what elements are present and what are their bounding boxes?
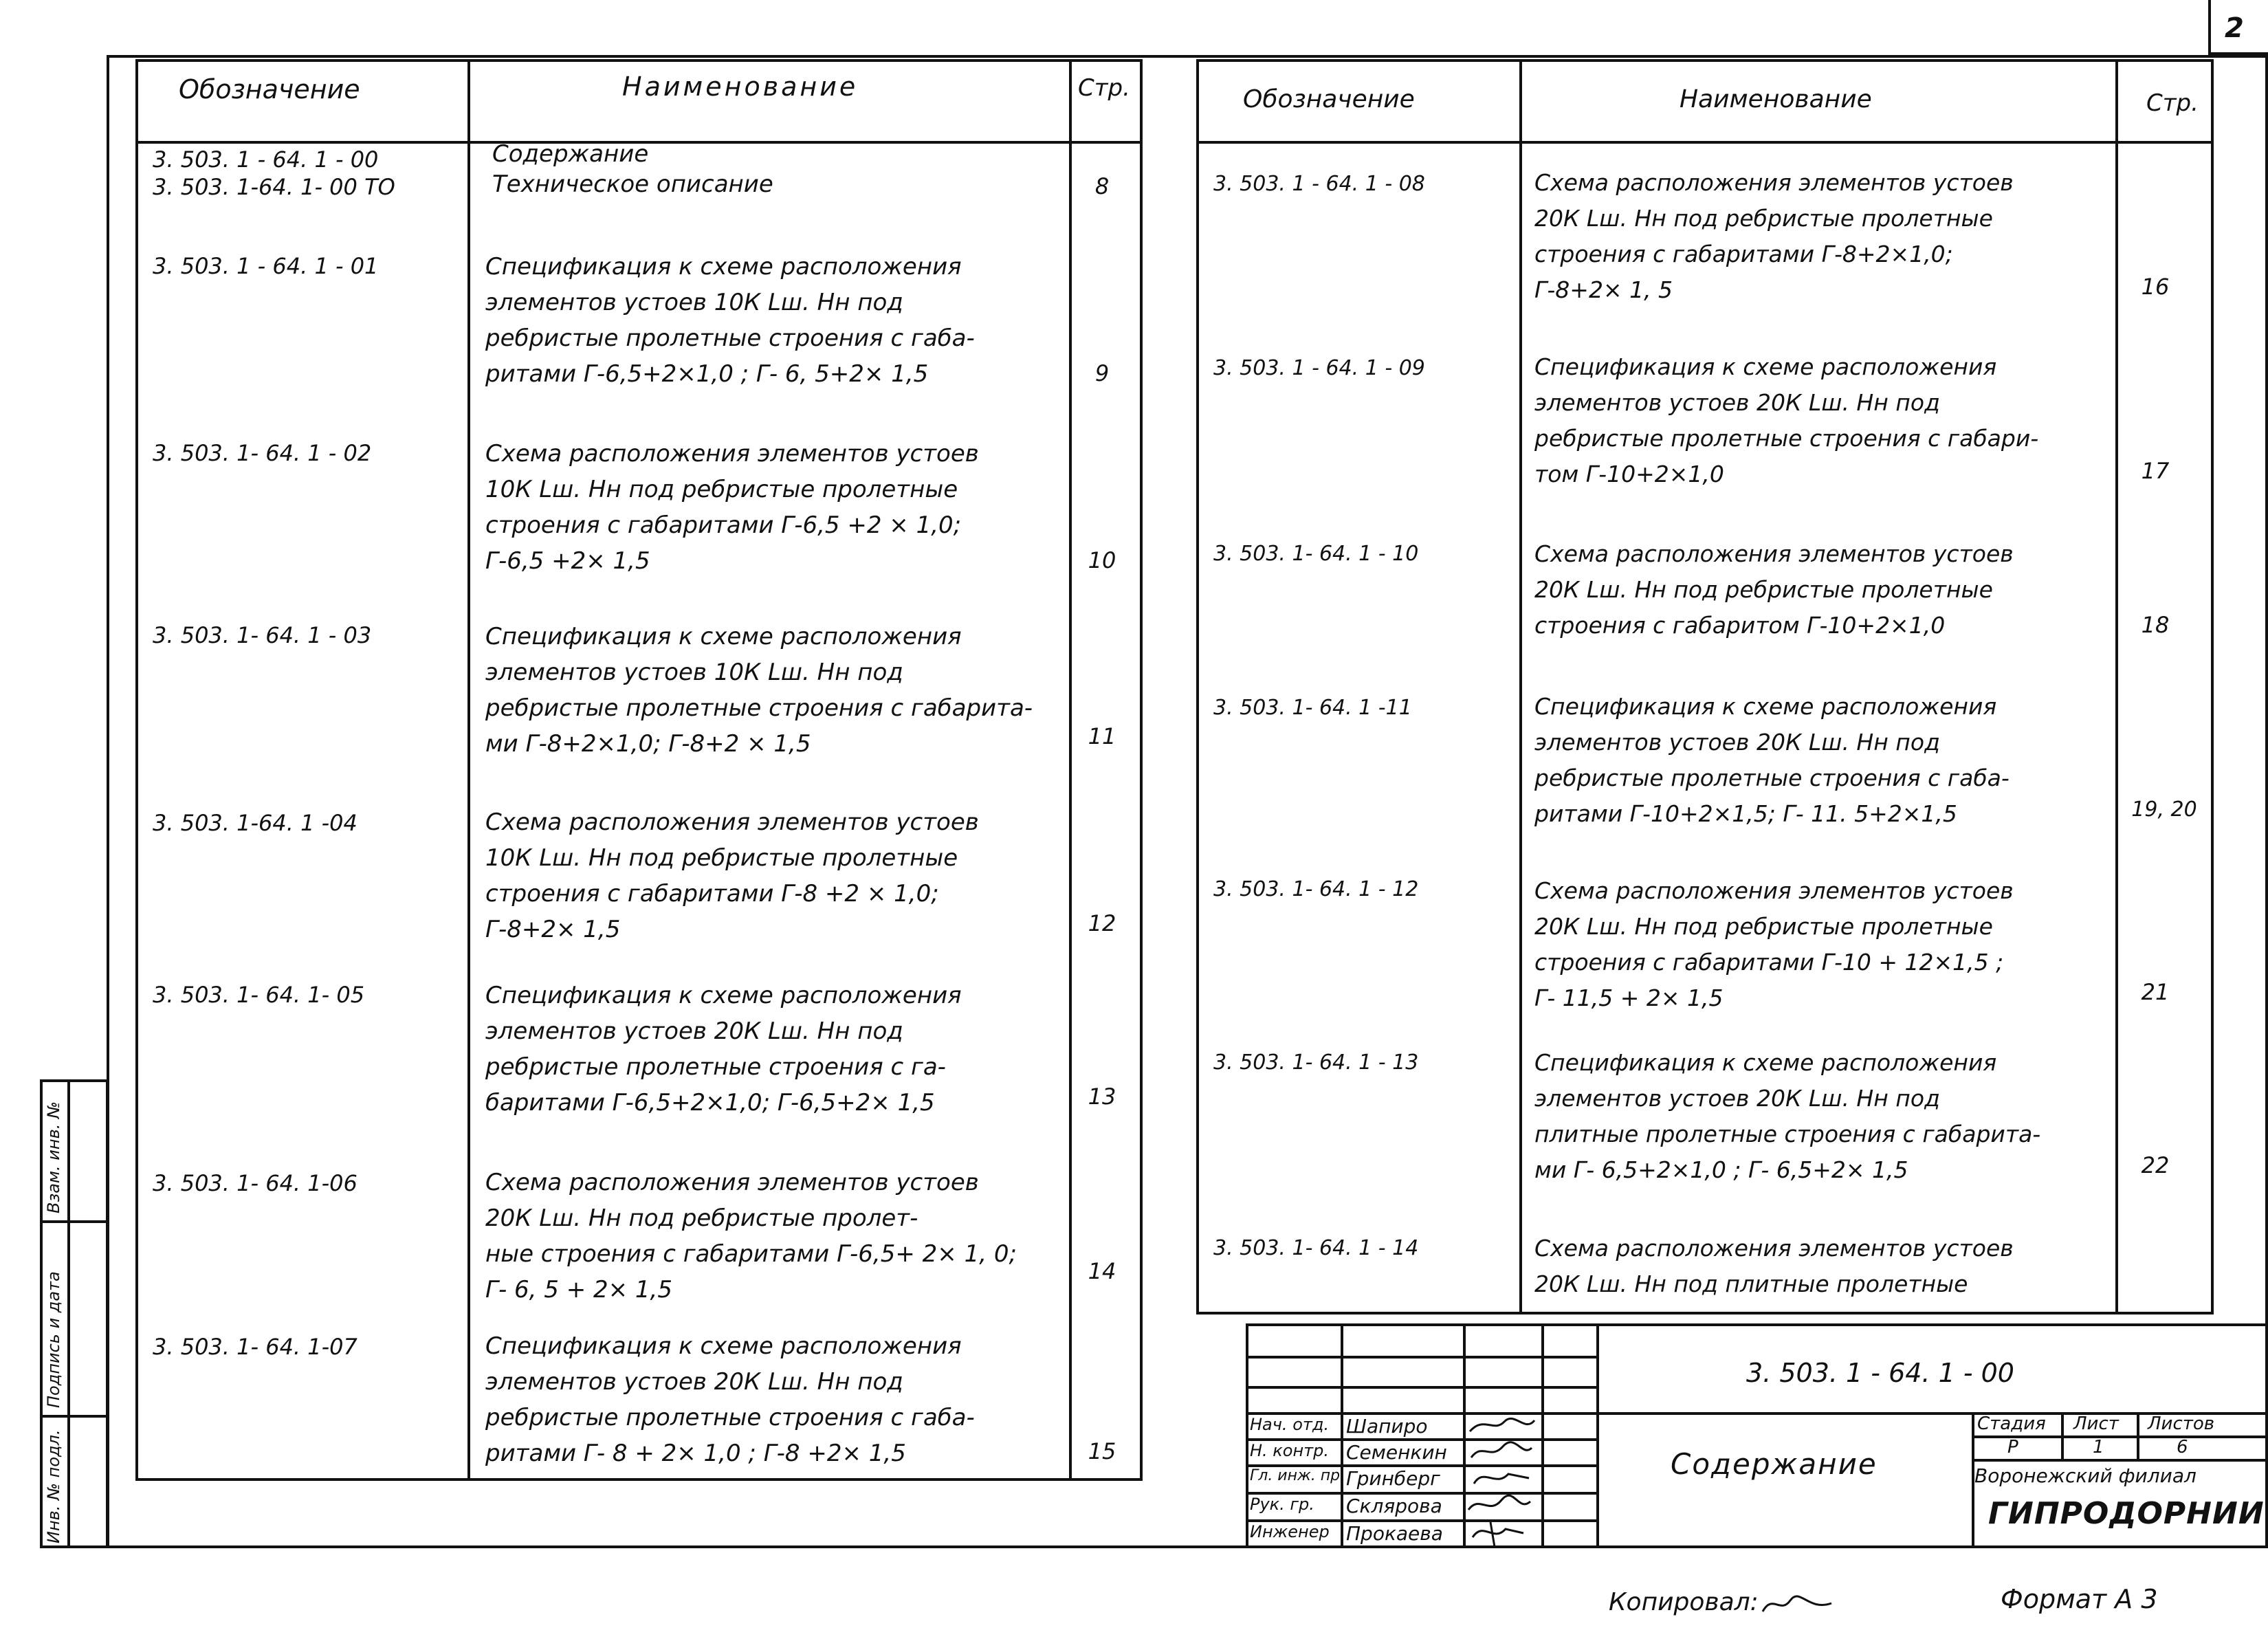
side-replace-inv: Взам. инв. № [44,1101,63,1213]
left-row-page: 14 [1088,1258,1116,1284]
right-row-name: Схема расположения элементов устоев 20К Lш. Нн под ребристые пролетные строения с габаритом Г-10+2×1,0 [1534,540,2014,639]
left-row-name: Схема расположения элементов устоев 20К Lш. Нн под ребристые пролет- ные строения с габаритами Г-6,5+ 2× 1, 0; Г- 6, 5 + 2× 1,5 [485,1169,1017,1304]
right-row-code: 3. 503. 1- 64. 1 - 14 [1213,1236,1419,1260]
side-inv-no: Инв. № подл. [44,1429,63,1543]
right-row-code: 3. 503. 1- 64. 1 -11 [1213,696,1412,720]
right-row-name: Спецификация к схеме расположения элементов устоев 20К Lш. Нн под плитные пролетные строения с габарита- ми Г- 6,5+2×1,0 ; Г- 6,5+2× 1,5 [1534,1049,2041,1183]
right-row-page: 19, 20 [2131,798,2197,822]
right-header-page: Стр. [2146,89,2199,117]
left-row-code: 3. 503. 1 - 64. 1 - 00 3. 503. 1-64. 1- 00 ТО [153,146,395,200]
staff-name: Шапиро [1346,1415,1428,1438]
right-row-page: 16 [2141,274,2170,300]
right-row-name: Спецификация к схеме расположения элементов устоев 20К Lш. Нн под ребристые пролетные строения с габа- ритами Г-10+2×1,5; Г- 11. 5+2×1,5 [1534,693,2010,827]
left-row-page: 11 [1088,723,1116,749]
stage-label: Стадия [1977,1414,2046,1434]
sheets-value: 6 [2177,1437,2188,1458]
right-row-name: Спецификация к схеме расположения элементов устоев 20К Lш. Нн под ребристые пролетные строения с габари- том Г-10+2×1,0 [1534,353,2039,487]
right-row-page: 21 [2141,979,2170,1005]
right-header-code: Обозначение [1243,85,1415,113]
staff-role: Инженер [1250,1522,1330,1541]
right-row-name: Схема расположения элементов устоев 20К Lш. Нн под плитные пролетные [1534,1235,2014,1297]
right-row-code: 3. 503. 1- 64. 1 - 10 [1213,542,1419,566]
right-row-page: 17 [2141,458,2170,484]
right-row-code: 3. 503. 1 - 64. 1 - 08 [1213,172,1425,196]
left-header-code: Обозначение [179,74,360,104]
staff-role: Нач. отд. [1250,1415,1330,1434]
right-row-page: 22 [2141,1152,2170,1178]
left-row-code: 3. 503. 1- 64. 1 - 02 [153,440,372,466]
document-code: 3. 503. 1 - 64. 1 - 00 [1746,1358,2014,1388]
staff-name: Прокаева [1346,1522,1443,1545]
left-row-page: 10 [1088,547,1116,573]
left-row-page: 15 [1088,1438,1116,1464]
right-header-name: Наименование [1680,85,1872,113]
right-row-code: 3. 503. 1- 64. 1 - 13 [1213,1050,1419,1075]
copied-label: Копировал: [1609,1588,1759,1616]
org-line-2: ГИПРОДОРНИИ [1988,1496,2265,1531]
left-row-name: Схема расположения элементов устоев 10К Lш. Нн под ребристые пролетные строения с габаритами Г-8 +2 × 1,0; Г-8+2× 1,5 [485,808,979,943]
side-sign-date: Подпись и дата [44,1271,63,1408]
page-number: 2 [2225,12,2244,44]
left-row-name: Схема расположения элементов устоев 10К Lш. Нн под ребристые пролетные строения с габаритами Г-6,5 +2 × 1,0; Г-6,5 +2× 1,5 [485,440,979,575]
org-line-1: Воронежский филиал [1974,1464,2197,1487]
left-row-code: 3. 503. 1- 64. 1-07 [153,1334,357,1360]
staff-name: Семенкин [1346,1441,1447,1464]
sheet-value: 1 [2093,1437,2104,1458]
sheet-label: Лист [2073,1414,2119,1434]
staff-role: Рук. гр. [1250,1495,1314,1514]
staff-role: Гл. инж. пр. [1250,1467,1345,1484]
left-row-code: 3. 503. 1-64. 1 -04 [153,810,357,836]
left-row-name: Спецификация к схеме расположения элементов устоев 10К Lш. Нн под ребристые пролетные строения с габа- ритами Г-6,5+2×1,0 ; Г- 6, 5+2× 1,5 [485,253,975,388]
left-row-code: 3. 503. 1- 64. 1- 05 [153,982,365,1008]
left-row-code: 3. 503. 1 - 64. 1 - 01 [153,253,379,279]
left-row-name: Спецификация к схеме расположения элементов устоев 20К Lш. Нн под ребристые пролетные строения с га- баритами Г-6,5+2×1,0; Г-6,5+2× 1,5 [485,982,962,1116]
left-header-name: Наименование [622,72,859,102]
left-header-page: Стр. [1078,74,1130,102]
left-row-name: Содержание Техническое описание [492,140,773,198]
left-row-name: Спецификация к схеме расположения элементов устоев 10К Lш. Нн под ребристые пролетные строения с габарита- ми Г-8+2×1,0; Г-8+2 × 1,5 [485,623,1033,758]
right-row-page: 18 [2141,612,2170,638]
left-row-page: 13 [1088,1084,1116,1110]
left-row-name: Спецификация к схеме расположения элементов устоев 20К Lш. Нн под ребристые пролетные строения с габа- ритами Г- 8 + 2× 1,0 ; Г-8 +2× 1,5 [485,1332,975,1467]
format-label: Формат А 3 [2001,1584,2158,1614]
document-title: Содержание [1671,1447,1878,1481]
left-row-code: 3. 503. 1- 64. 1 - 03 [153,622,372,648]
stage-value: Р [2007,1437,2018,1458]
left-row-page: 12 [1088,910,1116,936]
left-row-page: 8 [1094,173,1110,199]
copied-signature [1760,1591,1836,1618]
right-row-code: 3. 503. 1- 64. 1 - 12 [1213,877,1419,901]
sheets-label: Листов [2148,1414,2215,1434]
staff-name: Гринберг [1346,1467,1440,1490]
staff-role: Н. контр. [1250,1441,1330,1460]
left-row-page: 9 [1094,360,1110,386]
right-row-name: Схема расположения элементов устоев 20К Lш. Нн под ребристые пролетные строения с габаритами Г-8+2×1,0; Г-8+2× 1, 5 [1534,169,2014,303]
staff-name: Склярова [1346,1495,1442,1517]
signatures [1463,1412,1541,1550]
left-row-code: 3. 503. 1- 64. 1-06 [153,1170,357,1196]
right-row-name: Схема расположения элементов устоев 20К Lш. Нн под ребристые пролетные строения с габаритами Г-10 + 12×1,5 ; Г- 11,5 + 2× 1,5 [1534,877,2014,1011]
right-row-code: 3. 503. 1 - 64. 1 - 09 [1213,356,1425,380]
